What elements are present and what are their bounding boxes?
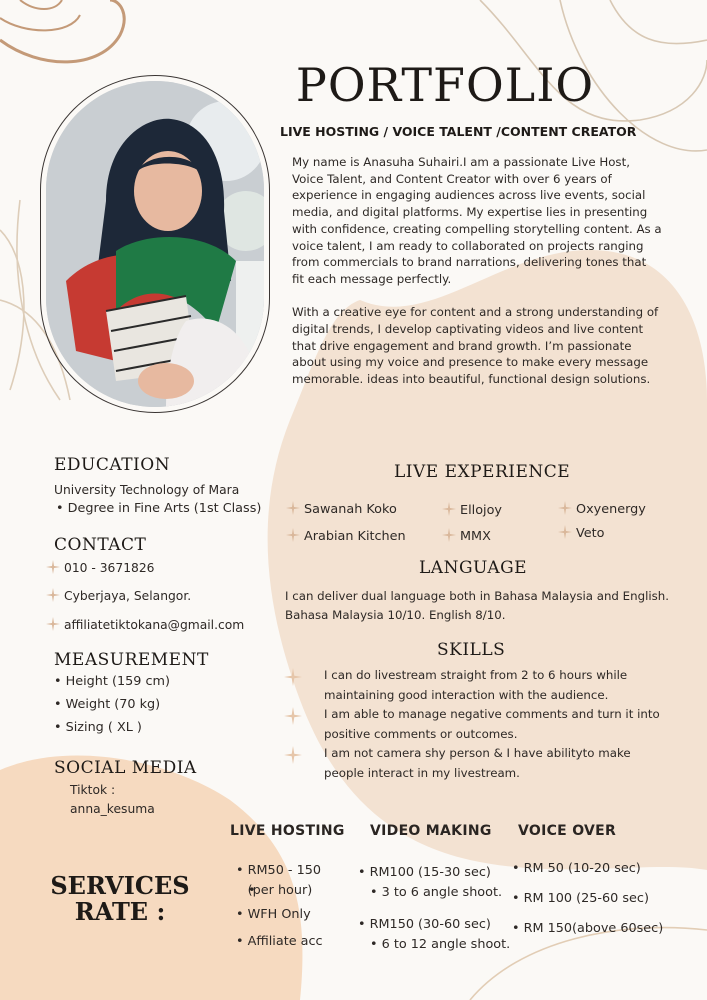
sparkle-icon: [286, 501, 300, 515]
experience-brand: Arabian Kitchen: [286, 528, 406, 544]
language-heading: LANGUAGE: [419, 558, 528, 578]
social-platform: Tiktok :: [70, 783, 116, 797]
social-heading: SOCIAL MEDIA: [54, 758, 197, 778]
skill-item: positive comments or outcomes.: [324, 726, 518, 741]
profile-photo: [46, 81, 264, 407]
rate-item: • RM100 (15-30 sec): [358, 863, 518, 883]
sparkle-icon: [46, 560, 60, 574]
sparkle-icon: [284, 668, 302, 686]
sparkle-icon: [442, 502, 456, 516]
experience-brand: MMX: [442, 528, 491, 544]
contact-location-text: Cyberjaya, Selangor.: [64, 589, 192, 603]
sparkle-icon: [284, 746, 302, 764]
language-line-1: I can deliver dual language both in Bahasa Malaysia and English.: [285, 589, 670, 603]
skills-heading: SKILLS: [437, 640, 506, 660]
page-title: PORTFOLIO: [295, 58, 595, 112]
contact-email-text[interactable]: affiliatetiktokana@gmail.com: [64, 618, 245, 632]
rate-item: • RM150 (30-60 sec): [358, 915, 518, 935]
sparkle-icon: [442, 528, 456, 542]
rate-item: • Affiliate acc: [236, 932, 356, 952]
bio-paragraph-1: My name is Anasuha Suhairi.I am a passionate Live Host, Voice Talent, and Content Creator with over 6 years of experience in engaging audiences across live events, social media, and digital platforms. My expertise lies in presenting with confidence, creating compelling storytelling content. As a voice talent, I am ready to collaborated on projects ranging from commercials to brand narrations, delivering tones that fit each message perfectly.: [292, 155, 662, 286]
contact-heading: CONTACT: [54, 535, 147, 555]
page-subtitle: LIVE HOSTING / VOICE TALENT /CONTENT CREATOR: [280, 124, 637, 139]
sparkle-icon: [286, 528, 300, 542]
language-line-2: Bahasa Malaysia 10/10. English 8/10.: [285, 608, 506, 622]
rate-item: • RM 150(above 60sec): [512, 919, 692, 939]
skill-item: people interact in my livestream.: [324, 765, 520, 780]
rate-item-note: • 3 to 6 angle shoot.: [358, 883, 518, 903]
bio-paragraph-2: With a creative eye for content and a strong understanding of digital trends, I develop captivating videos and live content that drive engagement and brand growth. I’m passionate about using my voice and presence to make every message memorable. ideas into beautiful, functional design solutions.: [292, 305, 659, 387]
social-handle[interactable]: anna_kesuma: [70, 802, 155, 816]
skill-item: I can do livestream straight from 2 to 6 hours while: [324, 668, 628, 682]
sparkle-icon: [558, 525, 572, 539]
video-making-list: [358, 863, 518, 955]
measurement-weight: • Weight (70 kg): [54, 697, 160, 712]
education-heading: EDUCATION: [54, 455, 171, 475]
services-rate-heading: SERVICES RATE :: [50, 871, 190, 926]
skill-item: I am not camera shy person & I have abilityto make: [324, 746, 631, 760]
bio-text: [292, 154, 662, 388]
experience-brand: Veto: [558, 525, 604, 541]
sparkle-icon: [284, 707, 302, 725]
live-hosting-list: [236, 861, 356, 952]
contact-phone: [46, 560, 155, 575]
measurement-height: • Height (159 cm): [54, 674, 170, 689]
voice-over-heading: VOICE OVER: [518, 823, 617, 839]
live-hosting-heading: LIVE HOSTING: [230, 823, 345, 839]
video-making-heading: VIDEO MAKING: [370, 823, 492, 839]
rate-item-note: • (per hour): [236, 881, 356, 901]
contact-email[interactable]: [46, 617, 244, 632]
experience-heading: LIVE EXPERIENCE: [394, 462, 571, 482]
experience-brand: Ellojoy: [442, 502, 502, 518]
rate-item: • RM 100 (25-60 sec): [512, 889, 692, 909]
skill-item: I am able to manage negative comments and turn it into: [324, 707, 660, 721]
measurement-heading: MEASUREMENT: [54, 650, 209, 670]
sparkle-icon: [558, 501, 572, 515]
skills-list: [324, 666, 684, 783]
sparkle-icon: [46, 588, 60, 602]
skill-item: maintaining good interaction with the audience.: [324, 687, 609, 702]
experience-brand: Sawanah Koko: [286, 501, 397, 517]
sparkle-icon: [46, 617, 60, 631]
rate-item: • RM50 - 150: [236, 861, 356, 881]
contact-phone-text: 010 - 3671826: [64, 561, 155, 575]
rate-item: • WFH Only: [236, 905, 356, 925]
rate-item-note: • 6 to 12 angle shoot.: [358, 935, 518, 955]
experience-brand: Oxyenergy: [558, 501, 646, 517]
education-school: University Technology of Mara: [54, 483, 240, 497]
measurement-sizing: • Sizing ( XL ): [54, 720, 142, 735]
contact-location: [46, 588, 191, 603]
voice-over-list: [512, 859, 692, 939]
rate-item: • RM 50 (10-20 sec): [512, 859, 692, 879]
education-degree: • Degree in Fine Arts (1st Class): [56, 501, 261, 516]
